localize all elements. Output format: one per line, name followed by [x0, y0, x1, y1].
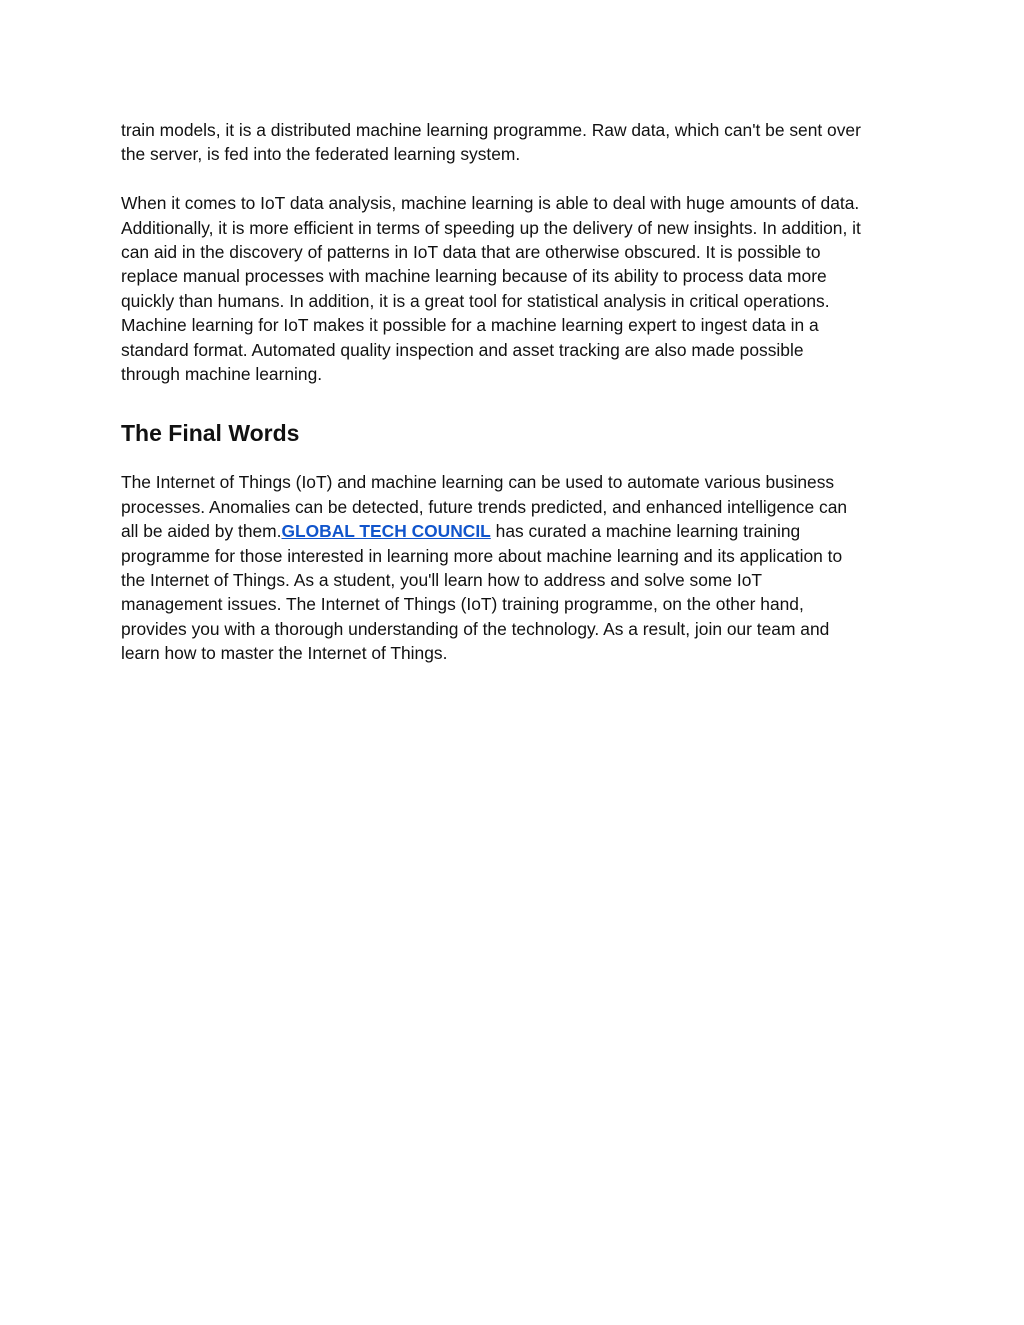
text-segment: has curated a machine learning training	[490, 521, 801, 542]
text-line: Machine learning for IoT makes it possible for a machine learning expert to ingest data in a	[121, 315, 819, 336]
paragraph-iot-data-analysis	[121, 191, 911, 386]
paragraph-federated-learning	[121, 118, 911, 167]
text-line: programme for those interested in learning more about machine learning and its application to	[121, 545, 843, 566]
section-heading: The Final Words	[121, 420, 300, 447]
text-line: Additionally, it is more efficient in terms of speeding up the delivery of new insights. In addition, it	[121, 217, 861, 238]
text-line: the Internet of Things. As a student, you'll learn how to address and solve some IoT	[121, 570, 763, 591]
text-line: provides you with a thorough understanding of the technology. As a result, join our team and	[121, 618, 830, 639]
global-tech-council-link[interactable]: GLOBAL TECH COUNCIL	[281, 521, 491, 542]
text-line: replace manual processes with machine learning because of its ability to process data more	[121, 266, 827, 287]
text-line: processes. Anomalies can be detected, future trends predicted, and enhanced intelligence can	[121, 496, 848, 517]
text-line: The Internet of Things (IoT) and machine learning can be used to automate various business	[121, 472, 835, 493]
text-line-with-link	[121, 519, 911, 543]
text-line: standard format. Automated quality inspection and asset tracking are also made possible	[121, 339, 804, 360]
text-line: through machine learning.	[121, 364, 323, 385]
text-line: quickly than humans. In addition, it is a great tool for statistical analysis in critical operations.	[121, 290, 830, 311]
text-line: can aid in the discovery of patterns in IoT data that are otherwise obscured. It is possible to	[121, 242, 821, 263]
text-line: train models, it is a distributed machine learning programme. Raw data, which can't be sent over	[121, 120, 861, 140]
paragraph-spacer	[121, 167, 911, 191]
text-segment: all be aided by them.	[121, 521, 282, 542]
document-page	[121, 118, 911, 666]
text-line: learn how to master the Internet of Things.	[121, 643, 448, 664]
text-line: When it comes to IoT data analysis, machine learning is able to deal with huge amounts of data.	[121, 193, 860, 214]
text-line: management issues. The Internet of Things (IoT) training programme, on the other hand,	[121, 594, 804, 615]
paragraph-final-words	[121, 470, 911, 665]
text-line: the server, is fed into the federated learning system.	[121, 144, 521, 165]
